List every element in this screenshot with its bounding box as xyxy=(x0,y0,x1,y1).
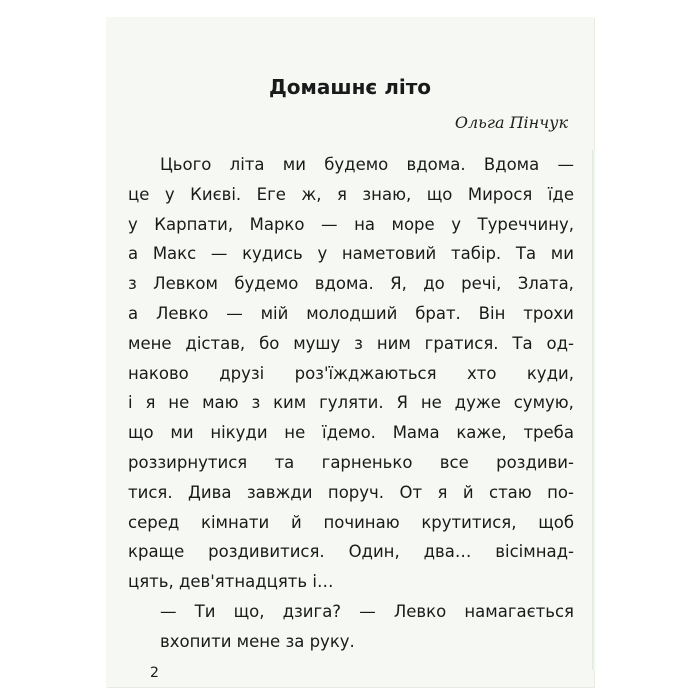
word: й xyxy=(462,482,474,502)
word: од- xyxy=(546,333,574,353)
word: Один, xyxy=(348,542,400,562)
page-title: Домашнє літо xyxy=(268,75,432,99)
word: Цього xyxy=(160,155,212,174)
word: — xyxy=(321,214,338,234)
word: Та xyxy=(515,244,537,264)
text-line xyxy=(128,597,574,627)
word: Еге xyxy=(256,184,286,204)
text-line xyxy=(128,239,574,269)
word: Левком xyxy=(153,274,218,294)
word: на xyxy=(354,214,375,234)
word: Макс xyxy=(152,244,197,264)
word: ким xyxy=(273,393,307,413)
word: два… xyxy=(423,542,472,562)
word: наково xyxy=(128,363,189,383)
word: ми xyxy=(550,244,574,264)
word: От xyxy=(399,482,423,502)
word: їде xyxy=(547,184,574,204)
word: нікуди xyxy=(210,423,268,443)
word: дістав, xyxy=(185,333,246,353)
text-line xyxy=(128,508,574,538)
word: що, xyxy=(233,601,265,621)
word: стаю xyxy=(489,482,532,502)
word: я xyxy=(437,482,448,502)
word: будемо xyxy=(234,274,299,294)
word: каже, xyxy=(456,423,507,443)
word: у xyxy=(128,214,138,234)
word: Та xyxy=(512,333,533,353)
text-line xyxy=(128,448,574,478)
word: Дива xyxy=(188,482,232,502)
word: Я xyxy=(396,393,408,413)
text-line xyxy=(128,299,574,329)
word: знаю, xyxy=(362,184,412,204)
word: маю xyxy=(202,393,239,413)
page-number: 2 xyxy=(150,665,159,681)
word: вісімнад- xyxy=(495,542,574,562)
word: дуже xyxy=(454,393,501,413)
word: а xyxy=(128,244,139,264)
word: Карпати, xyxy=(154,214,234,234)
word: поруч. xyxy=(327,482,385,502)
word: речі, xyxy=(461,274,502,294)
word: Туреччину, xyxy=(477,214,574,234)
word: гарненько xyxy=(321,452,413,472)
word: Марко xyxy=(249,214,305,234)
text-line xyxy=(128,329,574,359)
author-name: Ольга Пінчук xyxy=(454,113,568,132)
text-line xyxy=(128,359,574,389)
word: що xyxy=(426,184,453,204)
word: вдома. xyxy=(406,155,466,174)
word: роз'їжджаються xyxy=(294,363,437,383)
word: у xyxy=(164,184,175,204)
word: краще xyxy=(128,542,185,562)
word: кімнати xyxy=(201,512,270,532)
word: ним xyxy=(376,333,411,353)
text-line xyxy=(128,388,574,418)
word: мій xyxy=(260,303,289,323)
word: з xyxy=(128,274,137,294)
word: мушу xyxy=(293,333,341,353)
text-line: вхопити мене за руку. xyxy=(160,631,355,651)
text-line xyxy=(128,269,574,299)
word: вдома. xyxy=(314,274,374,294)
word: щоб xyxy=(538,512,574,532)
word: куди, xyxy=(526,363,574,383)
word: й xyxy=(290,512,302,532)
word: бо xyxy=(259,333,280,353)
word: ж, xyxy=(301,184,322,204)
word: літа xyxy=(229,155,265,174)
word: ми xyxy=(282,155,306,174)
word: я xyxy=(336,184,347,204)
word: у xyxy=(317,244,328,264)
text-line xyxy=(128,537,574,567)
word: не xyxy=(168,393,190,413)
word: море xyxy=(391,214,435,234)
text-line xyxy=(128,478,574,508)
word: тися. xyxy=(128,482,173,502)
text-line xyxy=(128,210,574,240)
book-page xyxy=(106,17,594,687)
word: роздиви- xyxy=(496,452,574,472)
word: — xyxy=(557,155,574,174)
word: намагається xyxy=(464,601,574,621)
page-edge xyxy=(592,150,596,670)
word: роззирнутися xyxy=(128,452,248,472)
word: дзига? xyxy=(282,601,342,621)
word: що xyxy=(128,423,154,443)
word: друзі xyxy=(219,363,265,383)
word: їдемо. xyxy=(322,423,376,443)
word: гратися. xyxy=(424,333,499,353)
word: і xyxy=(128,393,133,413)
word: треба xyxy=(523,423,574,443)
text-line xyxy=(128,150,574,180)
word: я xyxy=(145,393,156,413)
word: хто xyxy=(466,363,497,383)
word: серед xyxy=(128,512,180,532)
word: завжди xyxy=(246,482,313,502)
word: з xyxy=(251,393,261,413)
word: мене xyxy=(128,333,172,353)
word: а xyxy=(128,303,139,323)
word: Злата, xyxy=(517,274,574,294)
word: Мирося xyxy=(467,184,533,204)
word: — xyxy=(226,303,243,323)
word: табір. xyxy=(450,244,502,264)
word: починаю xyxy=(323,512,400,532)
word: наметовий xyxy=(341,244,437,264)
word: по- xyxy=(547,482,574,502)
word: у xyxy=(451,214,461,234)
word: Він xyxy=(478,303,506,323)
word: крутитися, xyxy=(421,512,517,532)
word: Вдома xyxy=(483,155,540,174)
text-line: цять, дев'ятнадцять і… xyxy=(128,572,334,592)
story-text xyxy=(128,150,574,657)
text-line xyxy=(128,418,574,448)
word: Я, xyxy=(390,274,407,294)
word: Києві. xyxy=(190,184,242,204)
word: сумую, xyxy=(513,393,574,413)
word: — xyxy=(210,244,228,264)
word: трохи xyxy=(523,303,574,323)
text-line xyxy=(128,180,574,210)
word: Мама xyxy=(392,423,440,443)
word: роздивитися. xyxy=(208,542,325,562)
word: Ти xyxy=(194,601,216,621)
word: з xyxy=(354,333,363,353)
word: — xyxy=(359,601,376,621)
word: Левко xyxy=(393,601,447,621)
word: не xyxy=(284,423,306,443)
word: кудись xyxy=(242,244,303,264)
word: Левко xyxy=(155,303,209,323)
word: молодший xyxy=(306,303,398,323)
word: ми xyxy=(170,423,194,443)
word: все xyxy=(439,452,469,472)
word: до xyxy=(423,274,445,294)
word: будемо xyxy=(324,155,389,174)
word: не xyxy=(420,393,442,413)
word: гуляти. xyxy=(319,393,384,413)
word: це xyxy=(128,184,150,204)
word: та xyxy=(274,452,295,472)
word: — xyxy=(160,601,177,621)
word: брат. xyxy=(415,303,461,323)
